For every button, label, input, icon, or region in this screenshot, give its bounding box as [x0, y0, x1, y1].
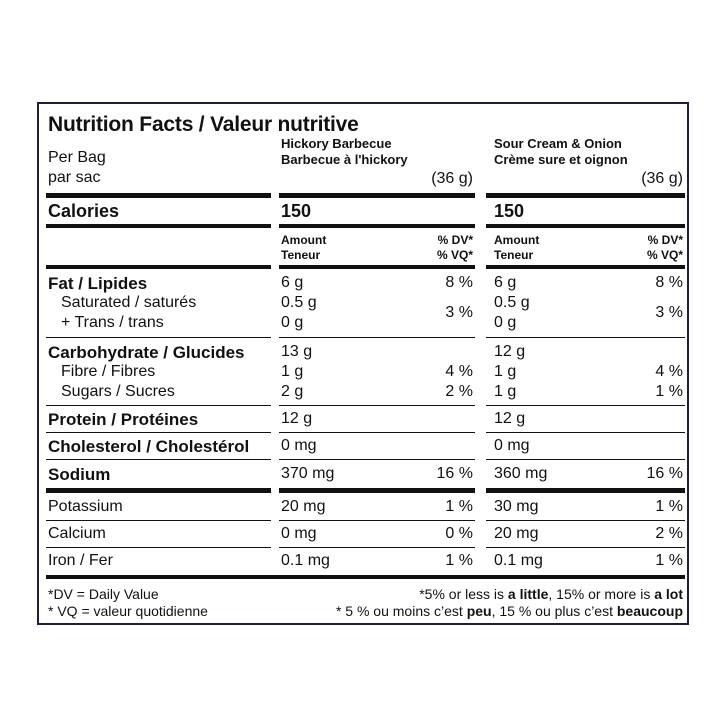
divider-thin [486, 520, 685, 521]
product1-sugars-dv: 2 % [445, 383, 473, 400]
product1-sugars: 2 g [281, 383, 304, 400]
product1-protein: 12 g [281, 410, 313, 427]
divider-thin [279, 520, 475, 521]
product1-amount-header-fr: Teneur [281, 248, 321, 262]
footnote-fr-peu: peu [466, 603, 492, 619]
product1-fat: 6 g [281, 274, 304, 291]
iron-label: Iron / Fer [48, 552, 113, 569]
product2-sugars-dv: 1 % [655, 383, 683, 400]
product1-calcium: 0 mg [281, 525, 317, 542]
divider-thick [46, 193, 271, 198]
serving-per-en: Per Bag [48, 149, 106, 166]
divider-medium [279, 224, 475, 228]
divider-thick [46, 265, 271, 269]
product2-amount-header-fr: Teneur [494, 248, 534, 262]
footnote-fr-text: * 5 % ou moins c’est [335, 603, 467, 619]
trans-label: + Trans / trans [61, 314, 164, 331]
product2-name-en: Sour Cream & Onion [494, 136, 622, 151]
divider-thick [486, 265, 685, 269]
product2-fibre: 1 g [494, 363, 517, 380]
serving-per-fr: par sac [48, 169, 101, 186]
divider-medium [46, 224, 271, 228]
divider-thin [279, 432, 475, 433]
divider-thick [279, 265, 475, 269]
divider-thin [486, 337, 685, 338]
footnote-en-text: *5% or less is [419, 586, 508, 602]
product1-saturated: 0.5 g [281, 294, 317, 311]
divider-thick [279, 488, 475, 493]
divider-thin [46, 432, 271, 433]
product1-calories: 150 [281, 201, 312, 221]
divider-thick [279, 193, 475, 198]
product2-sodium: 360 mg [494, 465, 548, 482]
product2-amount-header-en: Amount [494, 233, 540, 247]
divider-thin [486, 432, 685, 433]
product1-carb: 13 g [281, 343, 313, 360]
product2-potassium-dv: 1 % [655, 498, 683, 515]
product1-sodium-dv: 16 % [436, 465, 473, 482]
product2-saturated: 0.5 g [494, 294, 530, 311]
divider-thick [486, 488, 685, 493]
divider-thick [486, 193, 685, 198]
product2-protein: 12 g [494, 410, 526, 427]
product1-cholesterol: 0 mg [281, 437, 317, 454]
product1-fat-dv: 8 % [445, 274, 473, 291]
product1-calcium-dv: 0 % [445, 525, 473, 542]
product2-carb: 12 g [494, 343, 526, 360]
product1-iron: 0.1 mg [281, 552, 330, 569]
product1-dv-header-fr: % VQ* [436, 248, 473, 262]
footnote-fr-text: , 15 % ou plus c’est [491, 603, 617, 619]
product1-trans: 0 g [281, 314, 304, 331]
footnote-dv-definition: *DV = Daily Value [48, 586, 159, 602]
divider-medium [486, 224, 685, 228]
footnote-scale-fr [279, 604, 683, 618]
divider-thin [279, 337, 475, 338]
footnote-fr-beaucoup: beaucoup [616, 603, 683, 619]
divider-thin [46, 459, 271, 460]
product2-fat: 6 g [494, 274, 517, 291]
divider-thin [486, 405, 685, 406]
product1-fibre-dv: 4 % [445, 363, 473, 380]
divider-thin [46, 337, 271, 338]
product2-cholesterol: 0 mg [494, 437, 530, 454]
footnote-vq-definition: * VQ = valeur quotidienne [48, 603, 208, 619]
product1-sat-trans-dv: 3 % [445, 304, 473, 321]
product1-iron-dv: 1 % [445, 552, 473, 569]
product2-calcium: 20 mg [494, 525, 539, 542]
footnote-en-little: a little [507, 586, 549, 602]
product2-sodium-dv: 16 % [646, 465, 683, 482]
product2-iron: 0.1 mg [494, 552, 543, 569]
product2-dv-header-fr: % VQ* [646, 248, 683, 262]
product2-size: (36 g) [641, 170, 683, 187]
divider-thick [46, 488, 271, 493]
product1-name-fr: Barbecue à l'hickory [281, 152, 408, 167]
divider-thin [46, 520, 271, 521]
divider-thin [279, 405, 475, 406]
table-title: Nutrition Facts / Valeur nutritive [48, 113, 359, 136]
sugars-label: Sugars / Sucres [61, 383, 175, 400]
product2-sat-trans-dv: 3 % [655, 304, 683, 321]
divider-thin [279, 547, 475, 548]
product1-amount-header-en: Amount [281, 233, 327, 247]
footnote-scale-en [279, 587, 683, 601]
product2-fibre-dv: 4 % [655, 363, 683, 380]
product1-potassium-dv: 1 % [445, 498, 473, 515]
product2-potassium: 30 mg [494, 498, 539, 515]
product2-calories: 150 [494, 201, 525, 221]
calories-label: Calories [48, 201, 120, 221]
divider-thin [486, 547, 685, 548]
divider-thin [46, 547, 271, 548]
sodium-label: Sodium [48, 465, 111, 484]
nutrition-facts-table [37, 102, 689, 625]
product1-name-en: Hickory Barbecue [281, 136, 392, 151]
product1-sodium: 370 mg [281, 465, 335, 482]
fat-label: Fat / Lipides [48, 274, 148, 293]
carb-label: Carbohydrate / Glucides [48, 343, 245, 362]
product2-fat-dv: 8 % [655, 274, 683, 291]
divider-thin [486, 459, 685, 460]
product2-name-fr: Crème sure et oignon [494, 152, 628, 167]
cholesterol-label: Cholesterol / Cholestérol [48, 437, 250, 456]
saturated-label: Saturated / saturés [61, 294, 197, 311]
divider-thick [46, 575, 685, 579]
product1-size: (36 g) [431, 170, 473, 187]
protein-label: Protein / Protéines [48, 410, 199, 429]
product2-dv-header-en: % DV* [647, 233, 683, 247]
footnote-en-lot: a lot [654, 586, 683, 602]
product2-calcium-dv: 2 % [655, 525, 683, 542]
fibre-label: Fibre / Fibres [61, 363, 156, 380]
product1-fibre: 1 g [281, 363, 304, 380]
product2-sugars: 1 g [494, 383, 517, 400]
potassium-label: Potassium [48, 498, 123, 515]
footnote-en-text: , 15% or more is [548, 586, 655, 602]
product2-iron-dv: 1 % [655, 552, 683, 569]
calcium-label: Calcium [48, 525, 106, 542]
product1-potassium: 20 mg [281, 498, 326, 515]
divider-thin [46, 405, 271, 406]
product1-dv-header-en: % DV* [437, 233, 473, 247]
divider-thin [279, 459, 475, 460]
product2-trans: 0 g [494, 314, 517, 331]
